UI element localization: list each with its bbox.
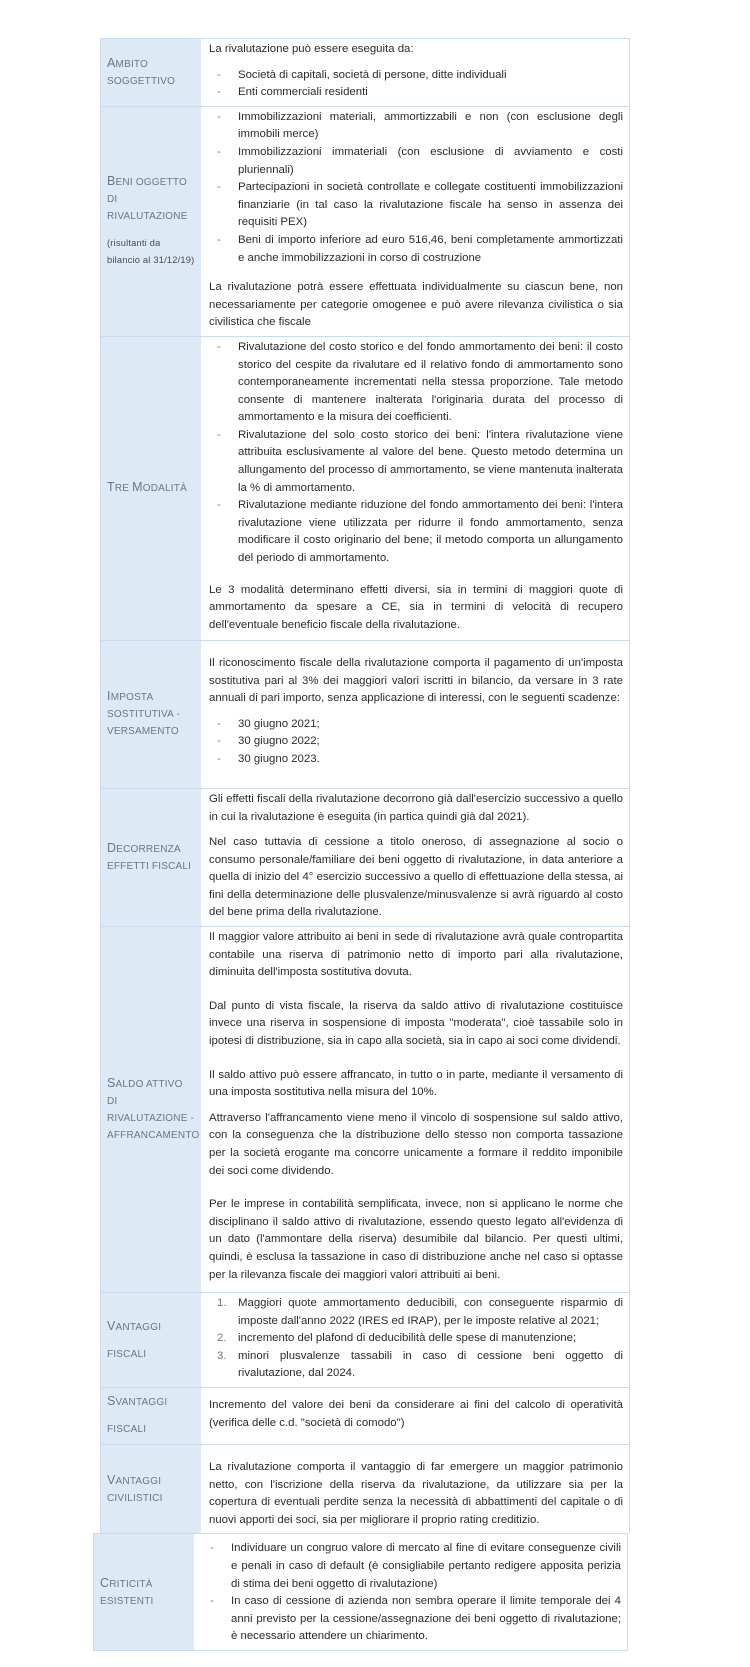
paragraph: Il saldo attivo può essere affrancato, in tutto o in parte, mediante il versamento di una imposta sostitutiva nella misura del 10%. xyxy=(209,1068,623,1099)
row-ambito-soggettivo xyxy=(101,39,629,107)
row-content xyxy=(194,1534,627,1650)
label-line: VANTAGGI xyxy=(107,1472,162,1487)
dash-marker: - xyxy=(210,1595,214,1608)
bullet-list xyxy=(209,339,623,568)
list-item-text: Immobilizzazioni materiali, ammortizzabili e non (con esclusione degli immobili merce) xyxy=(238,110,623,141)
note-line: (risultanti da xyxy=(107,238,161,249)
note-line: bilancio al 31/12/19) xyxy=(107,255,195,266)
list-item-text: minori plusvalenze tassabili in caso di cessione beni oggetto di rivalutazione, dal 2024. xyxy=(238,1349,623,1380)
row-tre-modalita xyxy=(101,337,629,641)
list-item-text: Società di capitali, società di persone, ditte individuali xyxy=(238,68,507,81)
row-label xyxy=(94,1534,194,1650)
label-line: VANTAGGI xyxy=(107,1318,162,1333)
row-saldo-attivo xyxy=(101,927,629,1293)
list-item xyxy=(209,497,623,567)
list-item-text: 30 giugno 2023. xyxy=(238,752,320,765)
list-item xyxy=(209,751,623,769)
label-line: FISCALI xyxy=(107,1424,147,1436)
dash-marker: - xyxy=(217,717,221,730)
row-svantaggi-fiscali xyxy=(101,1388,629,1445)
dash-marker: - xyxy=(217,110,221,123)
row-label xyxy=(101,1293,201,1387)
row-label xyxy=(101,927,201,1292)
list-item-text: In caso di cessione di azienda non sembra operare il limite temporale dei 4 anni previsto per la cessione/assegnazione dei beni oggetto di rivalutazione; è necessario attendere un chiarimento. xyxy=(231,1595,621,1643)
list-item-text: Beni di importo inferiore ad euro 516,46, beni completamente ammortizzati e anche immobilizzazioni in corso di costruzione xyxy=(238,233,623,264)
list-item-text: Maggiori quote ammortamento deducibili, con conseguente risparmio di imposte dall'anno 2022 (IRES ed IRAP), per le imposte relative al 2021; xyxy=(238,1297,623,1327)
list-item xyxy=(209,1330,623,1348)
paragraph: Dal punto di vista fiscale, la riserva da saldo attivo di rivalutazione costituisce invece una riserva in sospensione di imposta "moderata", cioè tassabile solo in ipotesi di distribuzione, sia in capo alla società, sia in capo ai soci come dividendi. xyxy=(209,999,623,1048)
list-item xyxy=(209,179,623,232)
label-note xyxy=(107,235,195,269)
label-line: FISCALI xyxy=(107,1348,147,1360)
intro-text: La rivalutazione può essere eseguita da: xyxy=(209,43,414,55)
label-line: SALDO ATTIVO DI xyxy=(107,1076,183,1108)
paragraph: Il maggior valore attribuito ai beni in sede di rivalutazione avrà quale contropartita contabile una riserva di patrimonio netto di importo pari alla rivalutazione, diminuita dell'imposta sostitutiva dovuta. xyxy=(209,931,623,979)
row-label xyxy=(101,337,201,640)
row-content xyxy=(201,39,629,106)
row-content xyxy=(201,1388,629,1444)
dash-marker: - xyxy=(217,68,221,81)
dash-marker: - xyxy=(217,752,221,765)
row-content xyxy=(201,1293,629,1387)
list-item-text: incremento del plafond di deducibilità delle spese di manutenzione; xyxy=(238,1332,577,1345)
number-marker: 1. xyxy=(217,1297,227,1310)
list-item xyxy=(209,109,623,144)
row-label xyxy=(101,1445,201,1533)
list-item xyxy=(202,1540,621,1593)
row-vantaggi-civilistici xyxy=(101,1445,629,1533)
label-line: VERSAMENTO xyxy=(107,726,179,738)
label-line: IMPOSTA xyxy=(107,689,154,704)
label-line: AMBITO xyxy=(107,55,149,70)
dash-marker: - xyxy=(210,1542,214,1555)
list-item xyxy=(209,1348,623,1383)
list-item-text: 30 giugno 2021; xyxy=(238,717,320,730)
label-line: SOSTITUTIVA - xyxy=(107,709,180,721)
list-item xyxy=(209,67,623,85)
row-label xyxy=(101,1388,201,1444)
list-item-text: Enti commerciali residenti xyxy=(238,86,368,99)
numbered-list xyxy=(209,1295,623,1383)
label-line: RIVALUTAZIONE - xyxy=(107,1113,195,1125)
list-item-text: Rivalutazione del solo costo storico dei beni: l'intera rivalutazione viene attribuita esclusivamente al valore del bene. Questo metodo determina un allungamento del processo di ammortamento, se viene mantenuta inalterata la % di ammortamento. xyxy=(238,428,623,494)
row-label xyxy=(101,107,201,336)
bullet-list xyxy=(209,109,623,267)
row-label xyxy=(101,39,201,106)
list-item-text: Immobilizzazioni immateriali (con esclusione di avviamento e costi pluriennali) xyxy=(238,145,623,176)
dash-marker: - xyxy=(217,233,221,246)
row-criticita xyxy=(94,1534,627,1650)
dash-marker: - xyxy=(217,145,221,158)
row-content xyxy=(201,337,629,640)
label-line: SVANTAGGI xyxy=(107,1394,168,1409)
bullet-list xyxy=(209,67,623,102)
label-line: SOGGETTIVO xyxy=(107,75,176,87)
row-content xyxy=(201,107,629,336)
bullet-list xyxy=(209,716,623,769)
list-item-text: Rivalutazione mediante riduzione del fondo ammortamento dei beni: l'intera rivalutazione viene utilizzata per ridurre il fondo ammortamento, senza modificare il costo originario del bene; il metodo comporta un allungamento del periodo di ammortamento. xyxy=(238,499,623,565)
label-line: EFFETTI FISCALI xyxy=(107,860,192,872)
list-item xyxy=(209,144,623,179)
paragraph: Attraverso l'affrancamento viene meno il vincolo di sospensione sul saldo attivo, con la conseguenza che la distribuzione dello stesso non comporta tassazione per la società erogante ma concorre unicamente a formare il reddito imponibile dei soci come dividendo. xyxy=(209,1111,623,1177)
list-item xyxy=(209,84,623,102)
label-line: AFFRANCAMENTO xyxy=(107,1130,200,1142)
paragraph: Nel caso tuttavia di cessione a titolo oneroso, di assegnazione al socio o consumo personale/familiare dei beni oggetto di rivalutazione, in data anteriore a quella di inizio del 4° esercizio successivo a quello di effettuazione della stessa, ai fini della determinazione delle plusvalenze/minusvalenze si avrà riguardo al costo del bene prima della rivalutazione. xyxy=(209,836,623,919)
label-line: ESISTENTI xyxy=(100,1595,154,1607)
row-content xyxy=(201,641,629,788)
list-item xyxy=(209,427,623,497)
label-line: BENI OGGETTO DI xyxy=(107,174,188,206)
revaluation-table xyxy=(100,38,630,1533)
label-line: DECORRENZA xyxy=(107,840,181,855)
row-content xyxy=(201,789,629,926)
row-beni-oggetto xyxy=(101,107,629,337)
label-line: TRE MODALITÀ xyxy=(107,480,187,495)
row-vantaggi-fiscali xyxy=(101,1293,629,1388)
list-item-text: Rivalutazione del costo storico e del fondo ammortamento dei beni: il costo storico del cespite da rivalutare ed il relativo fondo di ammortamento sono contemporaneamente incrementati nella stessa proporzione. Tale metodo consente di mantenere inalterata l'originaria durata del processo di ammortamento e la misura dei coefficienti. xyxy=(238,340,623,424)
list-item xyxy=(209,716,623,734)
paragraph: Incremento del valore dei beni da considerare ai fini del calcolo di operatività (verifica delle c.d. "società di comodo") xyxy=(209,1399,623,1429)
outro-text: Le 3 modalità determinano effetti diversi, sia in termini di maggiori quote di ammortamento da spesare a CE, sia in termini di velocità di recupero dell'eventuale beneficio fiscale della rivalutazione. xyxy=(209,583,623,631)
label-line: RIVALUTAZIONE xyxy=(107,211,188,223)
row-label xyxy=(101,789,201,926)
dash-marker: - xyxy=(217,499,221,512)
criticita-table xyxy=(93,1533,628,1651)
list-item xyxy=(209,733,623,751)
label-line: CIVILISTICI xyxy=(107,1492,163,1504)
paragraph: Per le imprese in contabilità semplificata, invece, non si applicano le norme che disciplinano il saldo attivo di rivalutazione, essendo questo legato all'evidenza di un dato (l'ammontare della riserva) desumibile dal bilancio. Per questi ultimi, quindi, è esclusa la tassazione in caso di distribuzione anche nel caso si optasse per la rilevanza fiscale dei maggiori valori attribuiti ai beni. xyxy=(209,1198,623,1281)
paragraph: La rivalutazione comporta il vantaggio di far emergere un maggior patrimonio netto, con l'iscrizione della riserva da rivalutazione, da utilizzare sia per la copertura di eventuali perdite senza la necessità di abbattimenti del capitale o di nuovi apporti dei soci, sia per migliorare il proprio rating creditizio. xyxy=(209,1461,623,1526)
dash-marker: - xyxy=(217,181,221,194)
bullet-list xyxy=(202,1540,621,1646)
list-item xyxy=(209,1295,623,1330)
label-line: CRITICITÀ xyxy=(100,1575,153,1590)
number-marker: 3. xyxy=(217,1349,227,1362)
dash-marker: - xyxy=(217,86,221,99)
row-imposta-sostitutiva xyxy=(101,641,629,789)
outro-text: La rivalutazione potrà essere effettuata individualmente su ciascun bene, non necessariamente per categorie omogenee e può avere rilevanza civilistica o sia civilistica che fiscale xyxy=(209,281,623,329)
list-item-text: Partecipazioni in società controllate e collegate costituenti immobilizzazioni finanziarie (in tal caso la rivalutazione fiscale ha senso in assenza dei requisiti PEX) xyxy=(238,181,623,229)
intro-text: Il riconoscimento fiscale della rivalutazione comporta il pagamento di un'imposta sostitutiva pari al 3% dei maggiori valori iscritti in bilancio, da versare in 3 rate annuali di pari importo, senza applicazione di interessi, con le seguenti scadenze: xyxy=(209,656,623,705)
dash-marker: - xyxy=(217,340,221,353)
row-content xyxy=(201,927,629,1292)
list-item-text: Individuare un congruo valore di mercato al fine di evitare conseguenze civili e penali in caso di default (è consigliabile pertanto redigere apposita perizia di stima dei beni oggetto di rivalutazione) xyxy=(231,1542,621,1590)
row-decorrenza xyxy=(101,789,629,927)
number-marker: 2. xyxy=(217,1332,227,1345)
dash-marker: - xyxy=(217,428,221,441)
list-item xyxy=(209,232,623,267)
list-item xyxy=(202,1593,621,1646)
row-content xyxy=(201,1445,629,1533)
list-item xyxy=(209,339,623,427)
paragraph: Gli effetti fiscali della rivalutazione decorrono già dall'esercizio successivo a quello in cui la rivalutazione è eseguita (in partica quindi già dal 2021). xyxy=(209,792,623,823)
row-label xyxy=(101,641,201,788)
dash-marker: - xyxy=(217,735,221,748)
list-item-text: 30 giugno 2022; xyxy=(238,735,320,748)
